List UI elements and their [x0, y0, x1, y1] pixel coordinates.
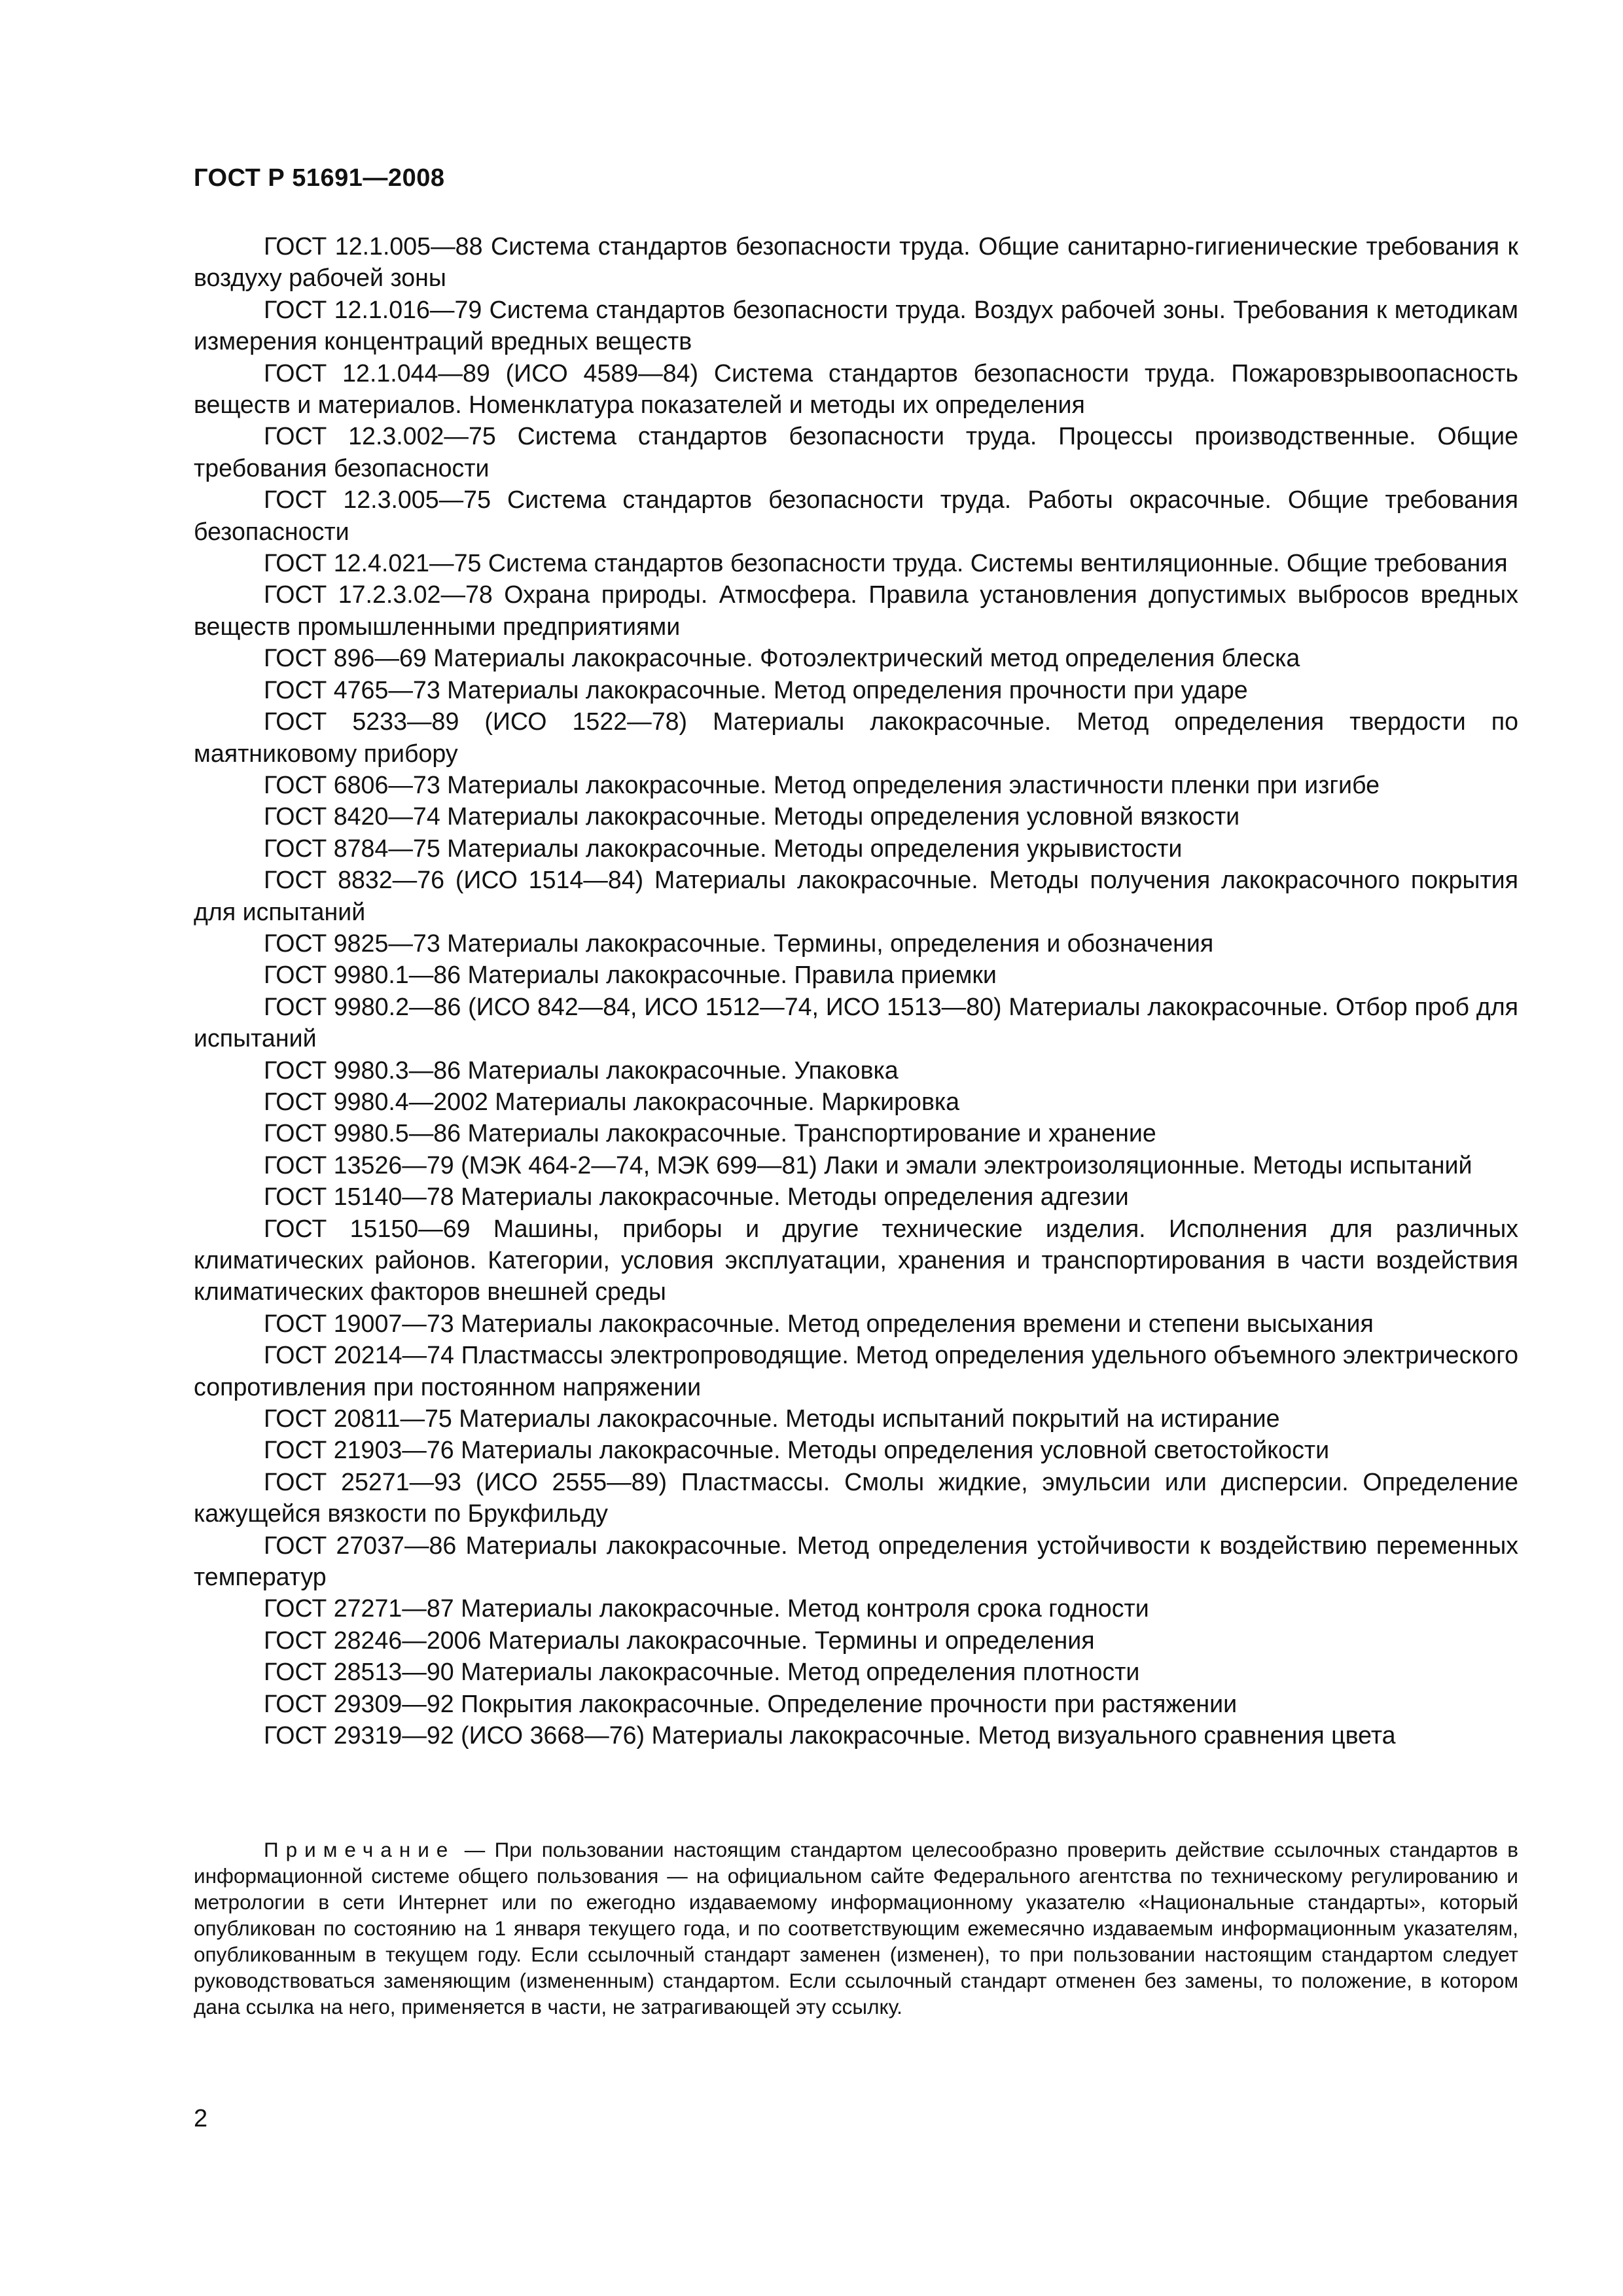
reference-item: ГОСТ 25271—93 (ИСО 2555—89) Пластмассы. Смолы жидкие, эмульсии или дисперсии. Определение кажущейся вязкости по Брукфильду	[194, 1467, 1518, 1528]
reference-item: ГОСТ 27271—87 Материалы лакокрасочные. Метод контроля срока годности	[264, 1594, 1149, 1623]
reference-item: ГОСТ 27037—86 Материалы лакокрасочные. Метод определения устойчивости к воздействию переменных температур	[194, 1531, 1518, 1591]
reference-item: ГОСТ 15140—78 Материалы лакокрасочные. Методы определения адгезии	[264, 1183, 1129, 1211]
reference-item: ГОСТ 21903—76 Материалы лакокрасочные. Методы определения условной светостойкости	[264, 1436, 1330, 1464]
reference-item: ГОСТ 28246—2006 Материалы лакокрасочные. Термины и определения	[264, 1626, 1095, 1654]
reference-item: ГОСТ 20214—74 Пластмассы электропроводящие. Метод определения удельного объемного электрического сопротивления при постоянном напряжении	[194, 1341, 1518, 1401]
normative-references-list	[194, 230, 1518, 1751]
reference-item: ГОСТ 9980.4—2002 Материалы лакокрасочные. Маркировка	[264, 1087, 960, 1115]
reference-item: ГОСТ 9980.2—86 (ИСО 842—84, ИСО 1512—74, ИСО 1513—80) Материалы лакокрасочные. Отбор проб для испытаний	[194, 992, 1518, 1052]
reference-item: ГОСТ 13526—79 (МЭК 464-2—74, МЭК 699—81) Лаки и эмали электроизоляционные. Методы испытаний	[264, 1151, 1472, 1179]
note-label: Примечание	[264, 1838, 455, 1861]
reference-item: ГОСТ 29319—92 (ИСО 3668—76) Материалы лакокрасочные. Метод визуального сравнения цвета	[264, 1721, 1396, 1749]
page-number: 2	[194, 2105, 208, 2132]
note-text: — При пользовании настоящим стандартом целесообразно проверить действие ссылочных стандартов в информационной системе общего пользования — на официальном сайте Федерального агентства по техническому регулированию и метрологии в сети Интернет или по ежегодно издаваемому информационному указателю «Национальные стандарты», который опубликован по состоянию на 1 января текущего года, и по соответствующим ежемесячно издаваемым информационным указателям, опубликованным в текущем году. Если ссылочный стандарт заменен (изменен), то при пользовании настоящим стандартом следует руководствоваться заменяющим (измененным) стандартом. Если ссылочный стандарт отменен без замены, то положение, в котором дана ссылка на него, применяется в части, не затрагивающей эту ссылку.	[194, 1838, 1518, 2018]
reference-item: ГОСТ 12.3.005—75 Система стандартов безопасности труда. Работы окрасочные. Общие требования безопасности	[194, 486, 1518, 545]
reference-item: ГОСТ 4765—73 Материалы лакокрасочные. Метод определения прочности при ударе	[264, 675, 1248, 704]
reference-item: ГОСТ 8420—74 Материалы лакокрасочные. Методы определения условной вязкости	[264, 802, 1240, 831]
reference-item: ГОСТ 5233—89 (ИСО 1522—78) Материалы лакокрасочные. Метод определения твердости по маятниковому прибору	[194, 708, 1518, 767]
reference-item: ГОСТ 19007—73 Материалы лакокрасочные. Метод определения времени и степени высыхания	[264, 1309, 1374, 1337]
reference-item: ГОСТ 29309—92 Покрытия лакокрасочные. Определение прочности при растяжении	[264, 1689, 1238, 1717]
reference-item: ГОСТ 9980.3—86 Материалы лакокрасочные. Упаковка	[264, 1056, 899, 1084]
reference-item: ГОСТ 15150—69 Машины, приборы и другие технические изделия. Исполнения для различных климатических районов. Категории, условия эксплуатации, хранения и транспортирования в части воздействия климатических факторов внешней среды	[194, 1214, 1518, 1306]
reference-item: ГОСТ 8832—76 (ИСО 1514—84) Материалы лакокрасочные. Методы получения лакокрасочного покрытия для испытаний	[194, 866, 1518, 925]
reference-item: ГОСТ 8784—75 Материалы лакокрасочные. Методы определения укрывистости	[264, 834, 1183, 862]
reference-item: ГОСТ 20811—75 Материалы лакокрасочные. Методы испытаний покрытий на истирание	[264, 1405, 1280, 1433]
reference-item: ГОСТ 12.1.016—79 Система стандартов безопасности труда. Воздух рабочей зоны. Требования к методикам измерения концентраций вредных веществ	[194, 295, 1518, 355]
reference-item: ГОСТ 9980.5—86 Материалы лакокрасочные. Транспортирование и хранение	[264, 1119, 1156, 1147]
reference-item: ГОСТ 9980.1—86 Материалы лакокрасочные. Правила приемки	[264, 961, 997, 989]
reference-item: ГОСТ 12.1.005—88 Система стандартов безопасности труда. Общие санитарно-гигиенические требования к воздуху рабочей зоны	[194, 232, 1518, 292]
reference-item: ГОСТ 6806—73 Материалы лакокрасочные. Метод определения эластичности пленки при изгибе	[264, 770, 1380, 798]
reference-item: ГОСТ 12.4.021—75 Система стандартов безопасности труда. Системы вентиляционные. Общие требования	[264, 549, 1508, 577]
reference-item: ГОСТ 28513—90 Материалы лакокрасочные. Метод определения плотности	[264, 1658, 1140, 1686]
reference-item: ГОСТ 12.3.002—75 Система стандартов безопасности труда. Процессы производственные. Общие требования безопасности	[194, 422, 1518, 482]
references-note	[194, 1837, 1518, 2020]
reference-item: ГОСТ 9825—73 Материалы лакокрасочные. Термины, определения и обозначения	[264, 929, 1214, 957]
reference-item: ГОСТ 12.1.044—89 (ИСО 4589—84) Система стандартов безопасности труда. Пожаровзрывоопасность веществ и материалов. Номенклатура показателей и методы их определения	[194, 359, 1518, 419]
document-header: ГОСТ Р 51691—2008	[194, 164, 445, 192]
document-page	[194, 0, 1518, 2296]
reference-item: ГОСТ 896—69 Материалы лакокрасочные. Фотоэлектрический метод определения блеска	[264, 644, 1300, 672]
reference-item: ГОСТ 17.2.3.02—78 Охрана природы. Атмосфера. Правила установления допустимых выбросов вредных веществ промышленными предприятиями	[194, 581, 1518, 640]
